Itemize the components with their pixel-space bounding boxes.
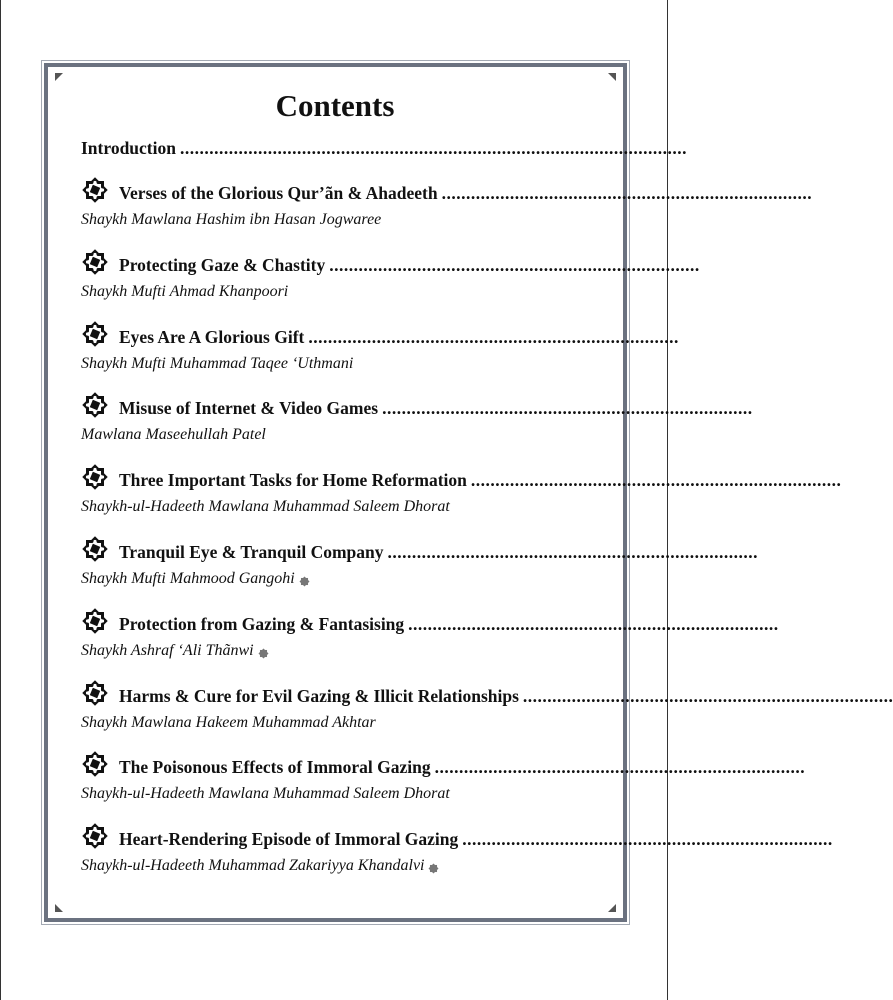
entry-author (81, 785, 450, 803)
entry-author (81, 355, 353, 373)
author-name: Shaykh Mufti Mahmood Gangohi (81, 570, 295, 587)
corner-ornament (55, 904, 63, 912)
entry-author (81, 426, 266, 444)
toc-entry[interactable] (81, 535, 759, 563)
corner-ornament (55, 73, 63, 81)
octagram-star-icon (81, 176, 109, 204)
corner-ornament (608, 73, 616, 81)
author-name: Shaykh-ul-Hadeeth Mawlana Muhammad Saleem Dhorat (81, 498, 450, 516)
toc-entry[interactable] (81, 391, 753, 419)
dot-leader: ............................................................................ (522, 685, 893, 706)
dot-leader: ............................................................................ (408, 613, 779, 634)
corner-ornament (608, 904, 616, 912)
entry-author (81, 570, 310, 588)
entry-heading: Protection from Gazing & Fantasising (119, 613, 405, 634)
dot-leader: ............................................................................ (329, 254, 700, 275)
octagram-star-icon (81, 822, 109, 850)
author-name: Mawlana Maseehullah Patel (81, 426, 266, 444)
entry-author (81, 714, 376, 732)
dot-leader: ............................................................................ (382, 398, 753, 419)
entry-heading: Heart-Rendering Episode of Immoral Gazing (119, 829, 459, 850)
dot-leader: ............................................................................ (462, 829, 833, 850)
dot-leader: ............................................................................ (434, 757, 806, 778)
author-name: Shaykh Mawlana Hakeem Muhammad Akhtar (81, 713, 376, 731)
entry-author (81, 857, 439, 875)
toc-entry[interactable] (81, 607, 779, 635)
octagram-star-icon (81, 679, 109, 707)
toc-entry[interactable] (81, 750, 806, 778)
toc-entry[interactable] (81, 320, 679, 348)
honorific-icon (258, 646, 269, 657)
toc-entry[interactable] (81, 248, 700, 276)
octagram-star-icon (81, 535, 109, 563)
dot-leader: ............................................................................ (308, 326, 679, 347)
entry-heading: Verses of the Glorious Qur’ãn & Ahadeeth (119, 183, 438, 203)
entry-heading: Eyes Are A Glorious Gift (119, 326, 305, 347)
entry-author (81, 498, 450, 516)
page-title: Contents (275, 88, 395, 123)
toc-entry[interactable] (81, 822, 833, 850)
octagram-star-icon (81, 750, 109, 778)
toc-entry[interactable] (81, 679, 893, 707)
entry-heading: Protecting Gaze & Chastity (119, 254, 326, 275)
entry-heading: Harms & Cure for Evil Gazing & Illicit Relationships (119, 685, 519, 706)
author-name: Shaykh-ul-Hadeeth Mawlana Muhammad Saleem Dhorat (81, 785, 450, 803)
author-name: Shaykh Mufti Muhammad Taqee ‘Uthmani (81, 354, 354, 372)
entry-heading: The Poisonous Effects of Immoral Gazing (119, 757, 431, 778)
toc-entry[interactable] (81, 463, 842, 491)
dot-leader: ............................................................................ (387, 542, 759, 562)
author-name: Shaykh Mufti Ahmad Khanpoori (81, 282, 289, 300)
dot-leader: ............................................................................ (441, 183, 813, 203)
entry-author (81, 283, 288, 301)
dot-leader: ........................................................................................................ (179, 138, 687, 158)
octagram-star-icon (81, 463, 109, 491)
entry-heading: Three Important Tasks for Home Reformation (119, 470, 467, 491)
entry-heading: Introduction (81, 138, 176, 158)
honorific-icon (428, 861, 439, 872)
octagram-star-icon (81, 320, 109, 348)
dot-leader: ............................................................................ (470, 470, 842, 491)
author-name: Shaykh Ashraf ‘Ali Thãnwi (81, 641, 254, 659)
octagram-star-icon (81, 248, 109, 276)
octagram-star-icon (81, 607, 109, 635)
author-name: Shaykh Mawlana Hashim ibn Hasan Jogwaree (81, 211, 382, 228)
entry-author (81, 642, 269, 660)
honorific-icon (299, 574, 310, 585)
author-name: Shaykh-ul-Hadeeth Muhammad Zakariyya Khandalvi (81, 857, 425, 875)
toc-entry[interactable] (81, 176, 813, 204)
entry-author (81, 211, 381, 229)
octagram-star-icon (81, 391, 109, 419)
toc-entry-introduction[interactable] (81, 138, 687, 159)
entry-heading: Tranquil Eye & Tranquil Company (119, 542, 384, 562)
entry-heading: Misuse of Internet & Video Games (119, 398, 379, 419)
